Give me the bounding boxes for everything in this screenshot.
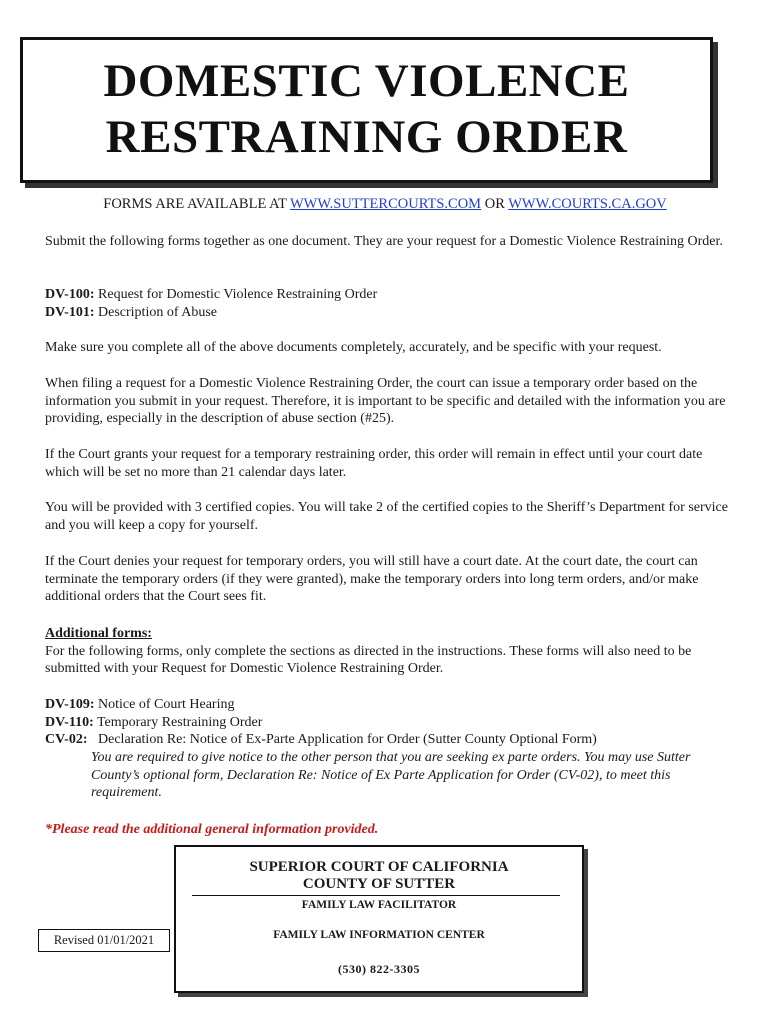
form-code: DV-109: <box>45 697 95 712</box>
complete-paragraph: Make sure you complete all of the above documents completely, accurately, and be specific with your request. <box>45 340 662 355</box>
form-item-dv109 <box>45 696 735 714</box>
grants-paragraph: If the Court grants your request for a temporary restraining order, this order will remain in effect until your court date which will be set no more than 21 calendar days later. <box>45 447 703 480</box>
form-item-dv110 <box>45 714 735 732</box>
form-desc: Description of Abuse <box>94 304 217 320</box>
title-line-1: DOMESTIC VIOLENCE <box>103 55 630 107</box>
court-name <box>176 859 582 893</box>
forms-availability-line <box>0 196 770 213</box>
title-line-2: RESTRAINING ORDER <box>105 111 628 163</box>
additional-forms-text: For the following forms, only complete the sections as directed in the instructions. These forms will also need to be submitted with your Request for Domestic Violence Restraining Order. <box>45 643 692 677</box>
court-facilitator: FAMILY LAW FACILITATOR <box>301 899 457 911</box>
court-info-center: FAMILY LAW INFORMATION CENTER <box>273 929 485 941</box>
suttercourts-link[interactable]: WWW.SUTTERCOURTS.COM <box>289 196 482 212</box>
copies-paragraph: You will be provided with 3 certified copies. You will take 2 of the certified copies to the Sheriff’s Department for service and you will keep a copy for yourself. <box>45 500 728 533</box>
form-desc: Notice of Court Hearing <box>94 697 235 712</box>
intro-paragraph: Submit the following forms together as one document. They are your request for a Domestic Violence Restraining Order. <box>45 234 723 249</box>
revised-date-box: Revised 01/01/2021 <box>38 929 170 952</box>
form-item-cv02 <box>45 731 735 749</box>
form-code: DV-110: <box>45 714 94 730</box>
additional-forms-heading: Additional forms: <box>45 626 152 641</box>
form-desc: Temporary Restraining Order <box>93 714 263 730</box>
cv02-note: You are required to give notice to the other person that you are seeking ex parte orders. You may use Sutter County’s optional form, Declaration Re: Notice of Ex Parte Application for Order (CV-02), to meet this requirement. <box>91 750 691 801</box>
form-code: CV-02: <box>45 732 88 748</box>
form-code: DV-100: <box>45 287 95 302</box>
court-line-1: SUPERIOR COURT OF CALIFORNIA <box>249 859 509 875</box>
form-item-dv101 <box>45 304 735 322</box>
court-phone: (530) 822-3305 <box>338 962 420 976</box>
denies-paragraph: If the Court denies your request for temporary orders, you will still have a court date. At the court date, the court can terminate the temporary orders (if they were granted), make the temporary orders into long term orders, and/or make additional orders that the Court sees fit. <box>45 554 699 605</box>
additional-forms-section <box>45 625 735 678</box>
filing-paragraph: When filing a request for a Domestic Violence Restraining Order, the court can issue a temporary order based on the information you submit in your request. Therefore, it is important to be specific and detailed with the information you are providing, especially in the description of abuse section (#25). <box>45 376 726 427</box>
form-desc: Declaration Re: Notice of Ex-Parte Application for Order (Sutter County Optional Form) <box>87 732 597 748</box>
please-read-notice: *Please read the additional general information provided. <box>45 822 379 837</box>
forms-prefix: FORMS ARE AVAILABLE AT <box>103 196 290 212</box>
extra-forms-list <box>45 696 735 749</box>
court-info-box <box>174 845 584 993</box>
form-item-dv100 <box>45 286 735 304</box>
main-forms-list <box>45 286 735 321</box>
form-desc: Request for Domestic Violence Restraining Order <box>94 287 378 302</box>
form-code: DV-101: <box>45 304 95 320</box>
title-box <box>20 37 713 183</box>
forms-mid: OR <box>481 196 509 212</box>
courts-ca-gov-link[interactable]: WWW.COURTS.CA.GOV <box>508 196 667 212</box>
court-line-2: COUNTY OF SUTTER <box>302 876 456 892</box>
court-divider <box>192 895 560 896</box>
